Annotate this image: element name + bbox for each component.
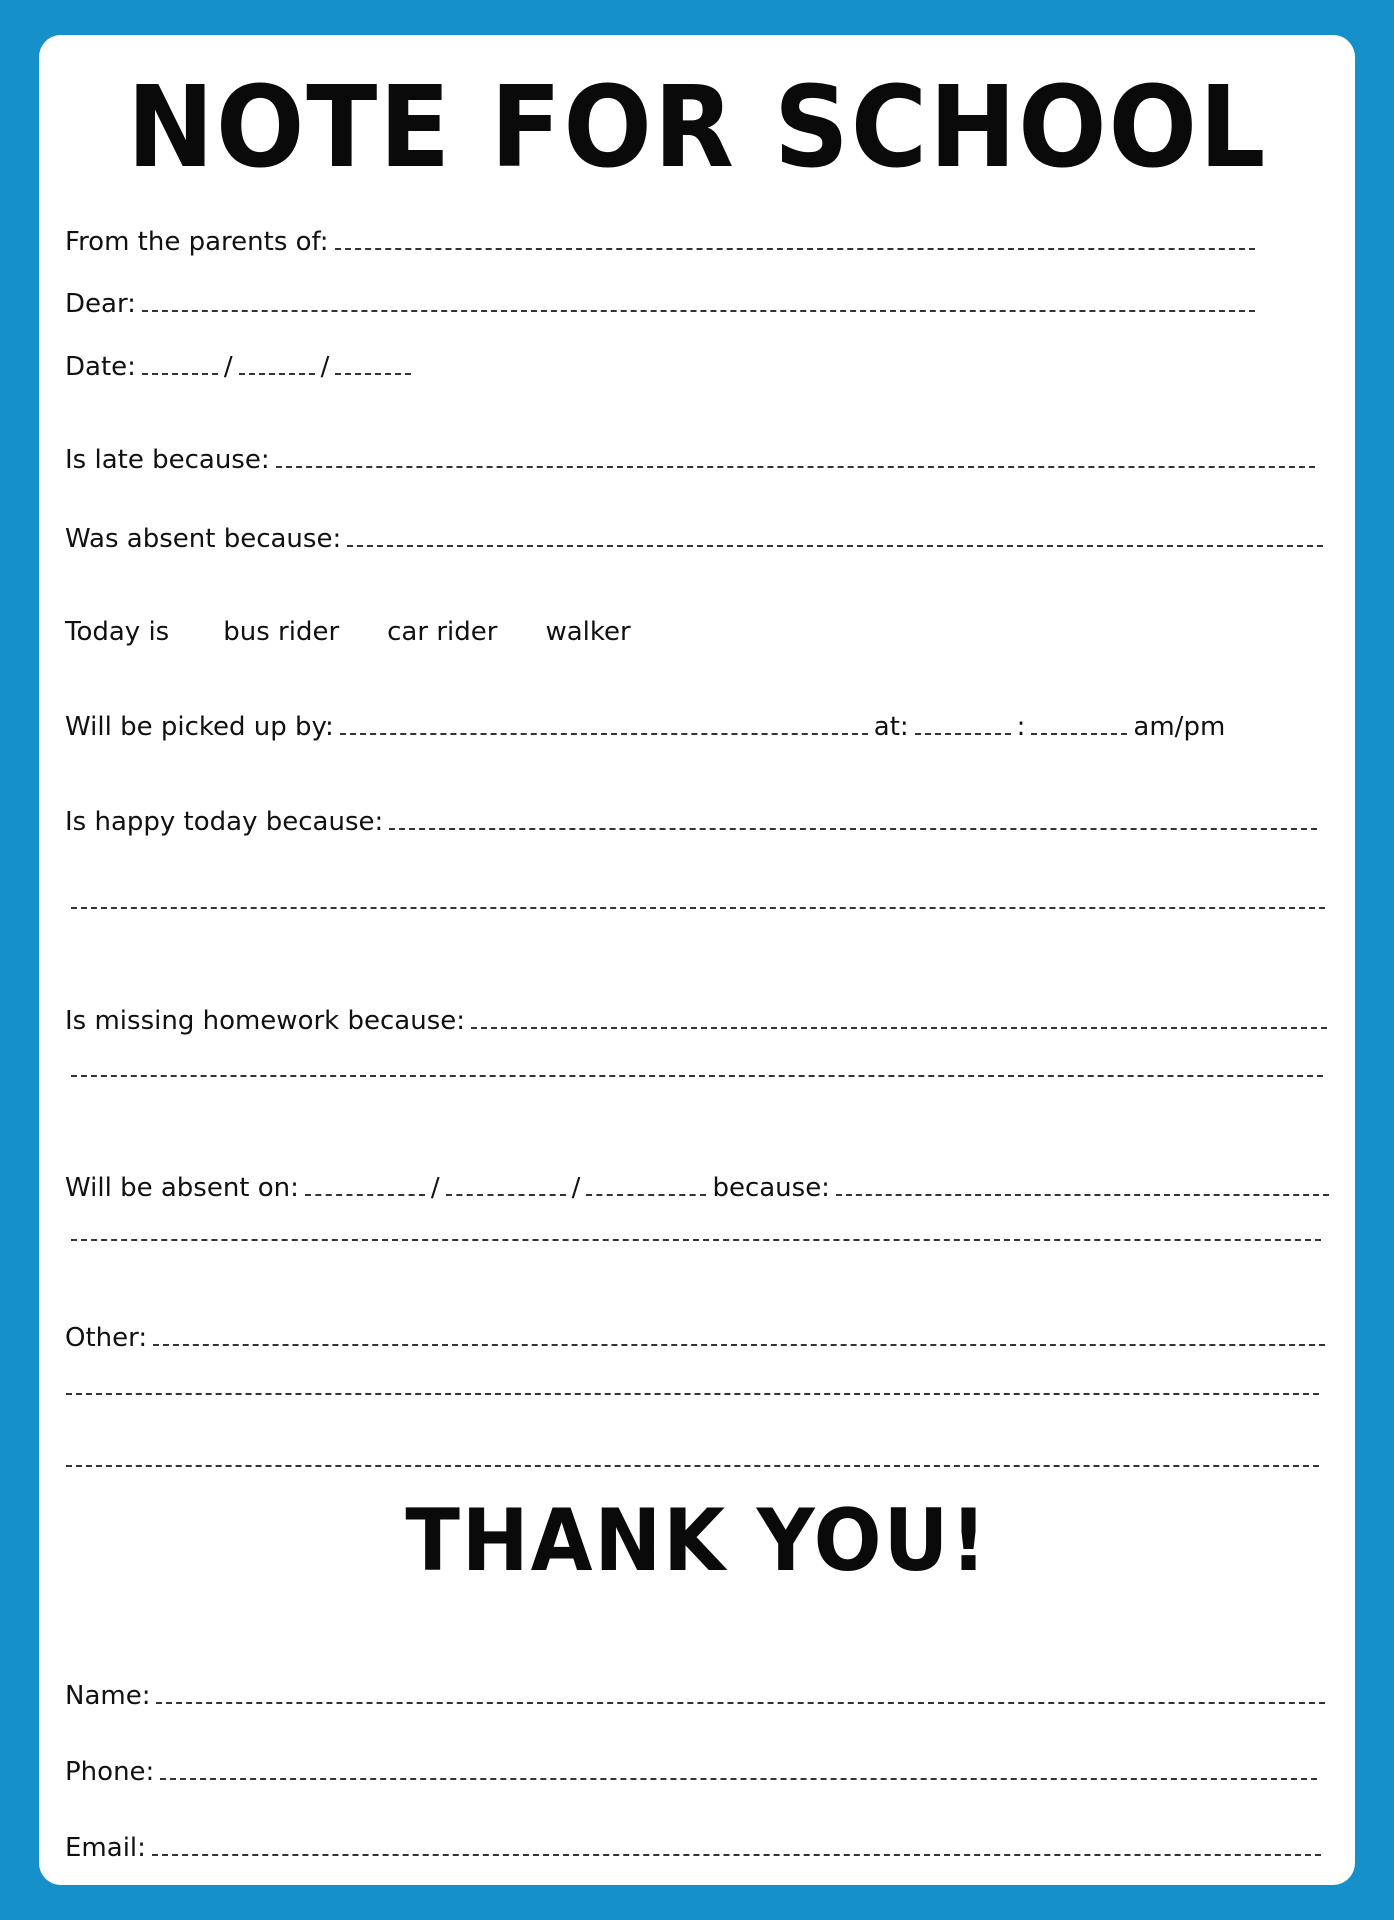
date-separator: / bbox=[223, 352, 233, 382]
from-parents-row bbox=[65, 225, 1255, 259]
phone-label: Phone: bbox=[65, 1757, 155, 1787]
date-row bbox=[65, 350, 1329, 384]
page-title: NOTE FOR SCHOOL bbox=[126, 63, 1268, 193]
other-continuation-line-1[interactable] bbox=[66, 1391, 1319, 1395]
date-day-field[interactable] bbox=[239, 355, 315, 375]
absence-month-field[interactable] bbox=[305, 1176, 425, 1196]
pickup-person-field[interactable] bbox=[340, 715, 868, 735]
happy-label: Is happy today because: bbox=[65, 807, 384, 837]
absent-reason-field[interactable] bbox=[347, 527, 1323, 547]
late-row bbox=[65, 443, 1315, 477]
other-continuation-line-2[interactable] bbox=[66, 1463, 1319, 1467]
because-label: because: bbox=[712, 1173, 830, 1203]
date-month-field[interactable] bbox=[142, 355, 218, 375]
future-absence-row bbox=[65, 1171, 1329, 1205]
option-walker[interactable]: walker bbox=[545, 617, 631, 647]
date-year-field[interactable] bbox=[335, 355, 411, 375]
homework-label: Is missing homework because: bbox=[65, 1006, 465, 1036]
ampm-label: am/pm bbox=[1133, 712, 1226, 742]
date-separator: / bbox=[571, 1173, 581, 1203]
other-field[interactable] bbox=[153, 1326, 1325, 1346]
dear-row bbox=[65, 287, 1255, 321]
late-reason-field[interactable] bbox=[276, 448, 1315, 468]
future-absence-reason-field[interactable] bbox=[836, 1176, 1329, 1196]
email-row bbox=[65, 1831, 1321, 1865]
happy-reason-field[interactable] bbox=[389, 810, 1317, 830]
name-field[interactable] bbox=[156, 1684, 1325, 1704]
phone-row bbox=[65, 1755, 1317, 1789]
name-row bbox=[65, 1679, 1325, 1713]
date-separator: / bbox=[430, 1173, 440, 1203]
from-parents-label: From the parents of: bbox=[65, 227, 329, 257]
dear-field[interactable] bbox=[142, 292, 1255, 312]
pickup-label: Will be picked up by: bbox=[65, 712, 334, 742]
option-car-rider[interactable]: car rider bbox=[387, 617, 498, 647]
other-label: Other: bbox=[65, 1323, 148, 1353]
late-label: Is late because: bbox=[65, 445, 270, 475]
pickup-minute-field[interactable] bbox=[1031, 715, 1127, 735]
happy-row bbox=[65, 805, 1317, 839]
email-label: Email: bbox=[65, 1833, 146, 1863]
future-absence-label: Will be absent on: bbox=[65, 1173, 299, 1203]
happy-continuation-line[interactable] bbox=[71, 905, 1325, 909]
pickup-row bbox=[65, 710, 1329, 744]
absence-day-field[interactable] bbox=[446, 1176, 566, 1196]
absence-year-field[interactable] bbox=[586, 1176, 706, 1196]
thank-you-heading: THANK YOU! bbox=[405, 1491, 989, 1591]
from-parents-field[interactable] bbox=[335, 230, 1255, 250]
email-field[interactable] bbox=[152, 1836, 1321, 1856]
homework-continuation-line[interactable] bbox=[71, 1073, 1323, 1077]
pickup-hour-field[interactable] bbox=[915, 715, 1011, 735]
homework-reason-field[interactable] bbox=[471, 1009, 1327, 1029]
absent-label: Was absent because: bbox=[65, 524, 342, 554]
other-row bbox=[65, 1321, 1325, 1355]
phone-field[interactable] bbox=[160, 1760, 1317, 1780]
future-absence-continuation-line[interactable] bbox=[71, 1237, 1321, 1241]
dear-label: Dear: bbox=[65, 289, 136, 319]
note-paper bbox=[39, 35, 1355, 1885]
today-is-row bbox=[65, 615, 1329, 649]
time-separator: : bbox=[1016, 712, 1026, 742]
option-bus-rider[interactable]: bus rider bbox=[223, 617, 340, 647]
absent-row bbox=[65, 522, 1323, 556]
date-separator: / bbox=[320, 352, 330, 382]
today-is-label: Today is bbox=[65, 617, 170, 647]
date-label: Date: bbox=[65, 352, 136, 382]
pickup-at-label: at: bbox=[873, 712, 909, 742]
name-label: Name: bbox=[65, 1681, 151, 1711]
homework-row bbox=[65, 1004, 1327, 1038]
